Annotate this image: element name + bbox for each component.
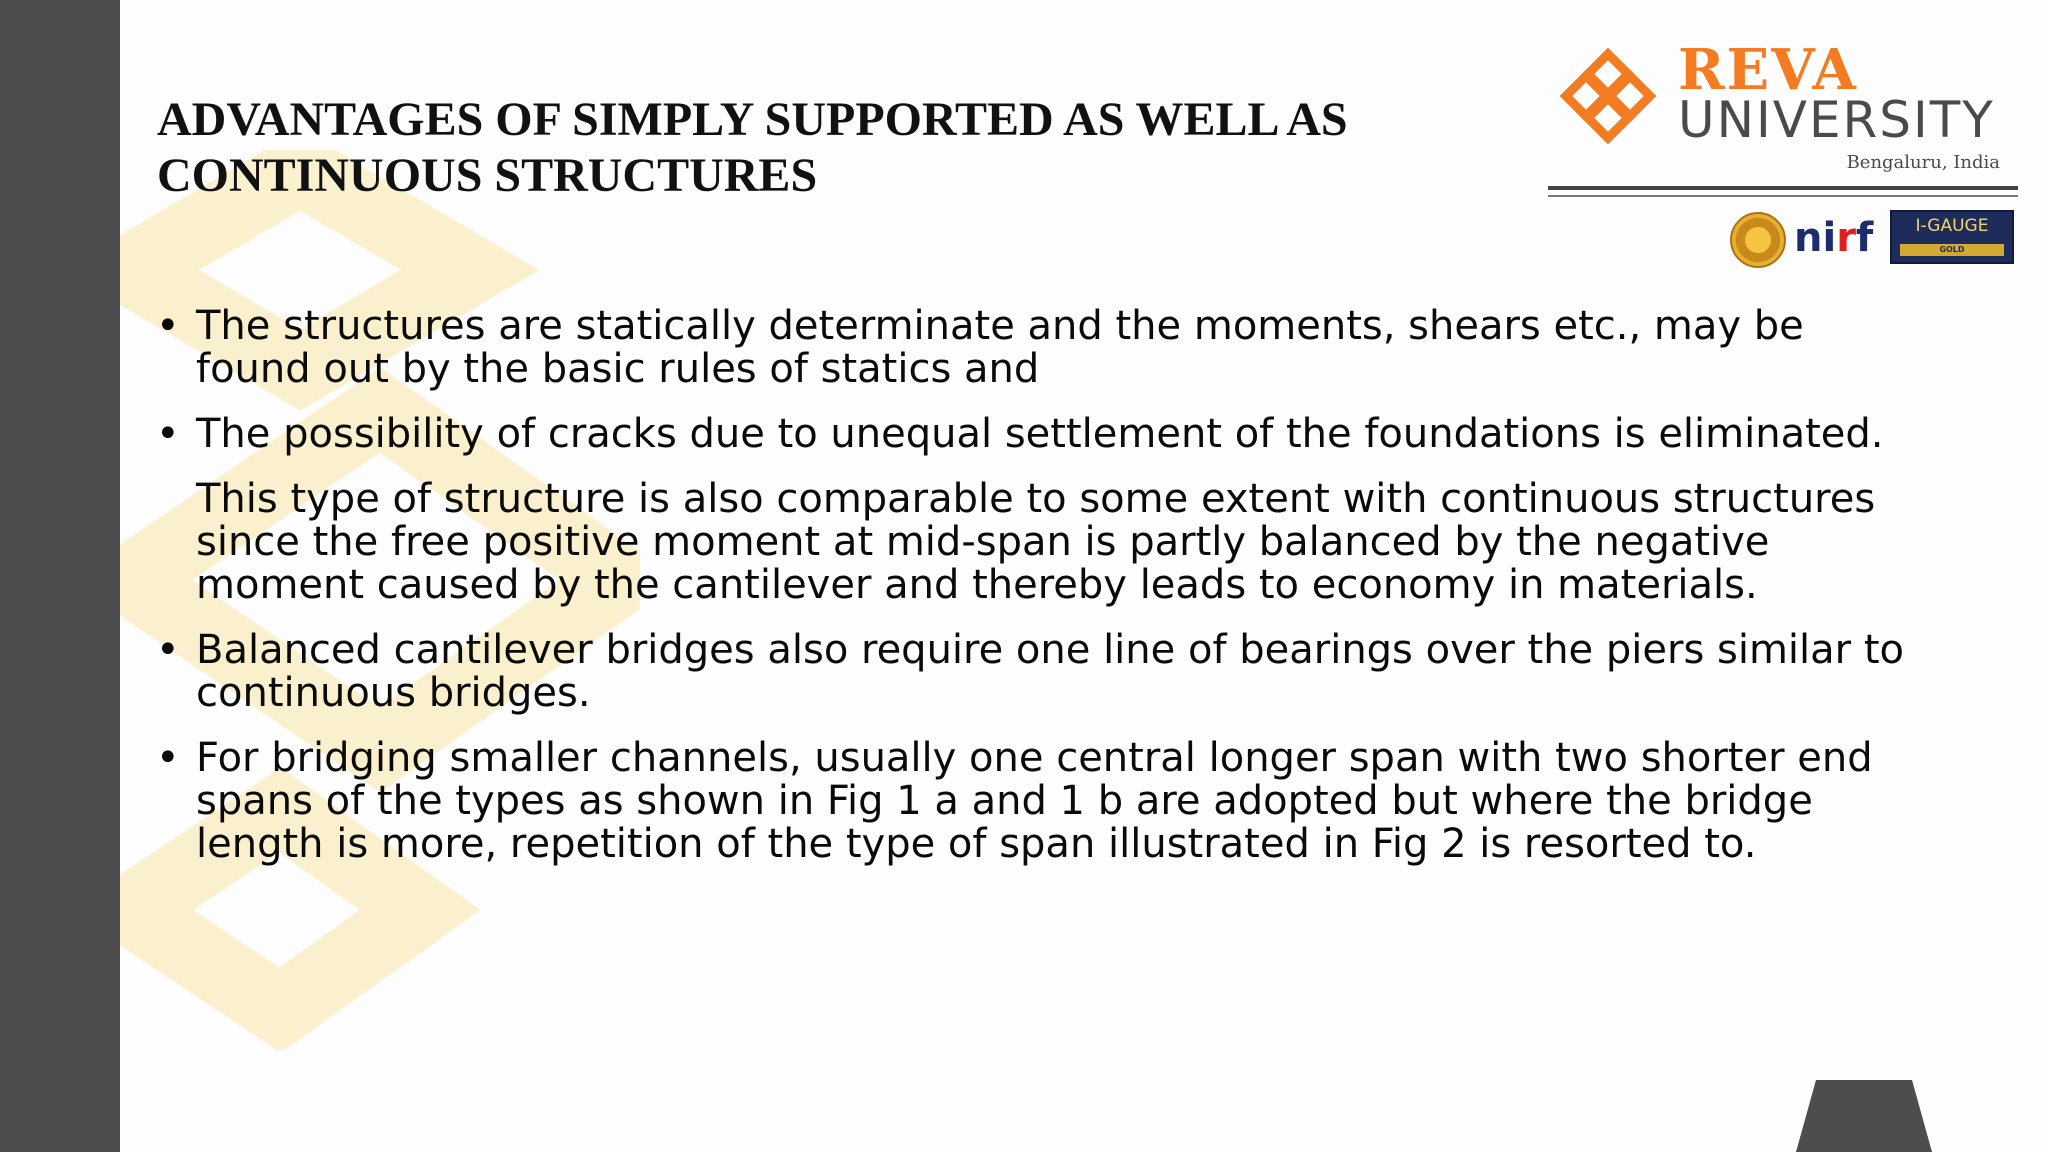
nirf-logo-part-2: r	[1836, 215, 1856, 261]
left-accent-bar	[0, 0, 120, 1152]
aicte-seal-icon	[1730, 212, 1786, 268]
logo-name: REVA	[1678, 37, 1858, 103]
igauge-gold-badge	[1890, 210, 2014, 264]
bullet-item	[150, 629, 1910, 715]
bullet-marker: •	[156, 627, 180, 673]
bullet-item	[150, 305, 1910, 391]
bullet-marker: •	[156, 411, 180, 457]
nirf-logo-part-3: f	[1855, 215, 1874, 261]
bullet-text: The possibility of cracks due to unequal settlement of the foundations is eliminated.	[196, 411, 1884, 457]
logo-subtitle: UNIVERSITY	[1678, 91, 1995, 149]
slide-body	[150, 305, 1910, 888]
bullet-text: For bridging smaller channels, usually one central longer span with two shorter end spans of the types as shown in Fig 1 a and 1 b are adopted but where the bridge length is more, repetition of the type of span illustrated in Fig 2 is resorted to.	[196, 735, 1873, 867]
nirf-logo-part-1: ni	[1794, 215, 1837, 261]
igauge-tier: GOLD	[1900, 244, 2004, 256]
slide-title-line-1: ADVANTAGES OF SIMPLY SUPPORTED AS WELL AS	[157, 93, 1348, 146]
bullet-text: Balanced cantilever bridges also require one line of bearings over the piers similar to continuous bridges.	[196, 627, 1904, 716]
accreditation-badges	[1728, 208, 2018, 268]
bullet-marker: •	[156, 303, 180, 349]
slide-title	[157, 92, 1477, 204]
slide-title-line-2: CONTINUOUS STRUCTURES	[157, 149, 818, 202]
reva-university-logo	[1548, 37, 2018, 173]
corner-trapezoid-decoration	[1796, 1080, 1932, 1152]
bullet-text: The structures are statically determinate and the moments, shears etc., may be found out by the basic rules of statics and	[196, 303, 1804, 392]
continuation-paragraph: This type of structure is also comparable to some extent with continuous structures since the free positive moment at mid-span is partly balanced by the negative moment caused by the cantilever and thereby leads to economy in materials.	[196, 476, 1876, 608]
logo-location: Bengaluru, India	[1846, 152, 2000, 173]
reva-knot-icon	[1558, 46, 1658, 146]
bullet-item	[150, 737, 1910, 866]
bullet-marker: •	[156, 735, 180, 781]
bullet-item	[150, 413, 1910, 456]
nirf-logo	[1794, 214, 1873, 262]
logo-divider-thin	[1548, 195, 2018, 197]
logo-divider	[1548, 186, 2018, 190]
igauge-label: I-GAUGE	[1915, 216, 1989, 236]
